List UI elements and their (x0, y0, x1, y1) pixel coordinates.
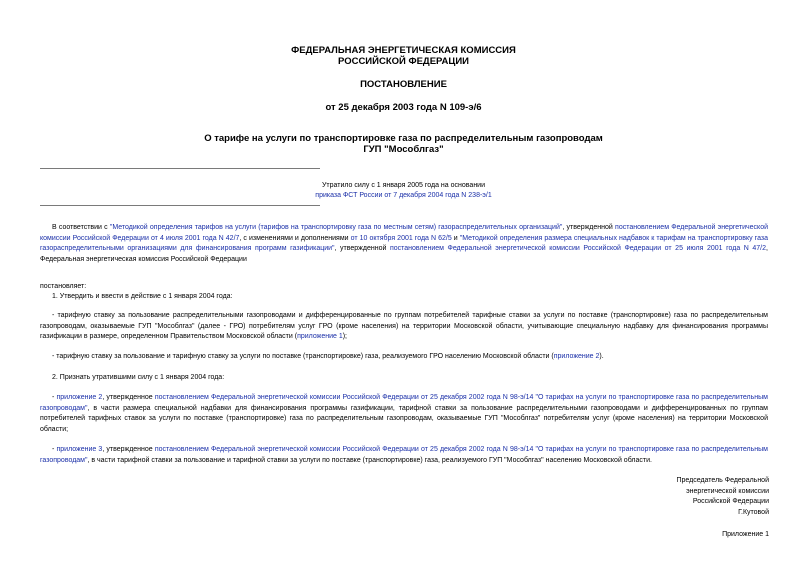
appendix-label: Приложение 1 (722, 531, 769, 538)
status-note-text: Утратило силу с 1 января 2005 года на основании (321, 182, 486, 189)
clause-2b-text-2: , в части тарифной ставки за пользование и тарифной ставки за услуги по поставке (транспортировке) газа, реализуемого ГУП "Мособлгаз" населению Московской области. (87, 456, 652, 464)
org-line-1: ФЕДЕРАЛЬНАЯ ЭНЕРГЕТИЧЕСКАЯ КОМИССИЯ (291, 45, 516, 56)
link-appendix-1[interactable]: приложение 1 (297, 333, 343, 340)
doc-title-line-1: О тарифе на услуги по транспортировке газа по распределительным газопроводам (204, 133, 603, 144)
divider-top (40, 168, 320, 169)
org-line-2: РОССИЙСКОЙ ФЕДЕРАЦИИ (337, 56, 469, 67)
signature-line-2: энергетической комиссии (686, 487, 769, 495)
link-fek-resolution-98-14-b[interactable]: постановлением Федеральной энергетической комиссии Российской Федерации от 25 декабря 2002 года N 98-э/14 "О тарифах на услуги по транспортировке газа по распределительным газопроводам" (40, 446, 768, 464)
link-fek-resolution-98-14-a[interactable]: постановлением Федеральной энергетической комиссии Российской Федерации от 25 декабря 2002 года N 98-э/14 "О тарифах на услуги по транспортировке газа по распределительным газопроводам" (40, 394, 768, 412)
divider-bottom (40, 205, 320, 206)
signature-block (676, 476, 769, 518)
clause-2b-text-1: , утвержденное (102, 446, 155, 453)
clause-1b-text: - тарифную ставку за пользование и тарифную ставку за услуги по поставке (транспортировке) газа, реализуемого ГРО населению Московской области ( (52, 353, 554, 360)
link-methodology-surcharges[interactable]: "Методикой определения размера специальных надбавок к тарифам на транспортировку газа газораспределительными организациями для финансирования программ газификации" (40, 234, 768, 252)
doc-type: ПОСТАНОВЛЕНИЕ (360, 79, 447, 90)
link-resolution-62-5[interactable]: от 10 октября 2001 года N 62/5 (350, 234, 452, 242)
clause-1b-end: ). (599, 353, 604, 360)
clause-2a-text-1: , утвержденное (102, 394, 155, 401)
preamble-text-2: , утвержденной (562, 224, 616, 231)
clause-1b (40, 352, 768, 363)
signature-line-1: Председатель Федеральной (676, 477, 769, 484)
org-name (0, 45, 807, 67)
clause-2b-dash: - (52, 446, 57, 453)
signature-line-3: Российской Федерации (692, 498, 769, 505)
preamble-text-5: , утвержденной (334, 245, 390, 252)
link-old-appendix-2[interactable]: приложение 2 (56, 394, 103, 401)
link-fek-resolution-42-7[interactable]: постановлением Федеральной энергетической комиссии Российской Федерации от 4 июля 2001 года N 42/7 (40, 224, 769, 242)
doc-date-number: от 25 декабря 2003 года N 109-э/6 (325, 102, 482, 113)
preamble-text-3: , с изменениями и дополнениями (239, 234, 351, 242)
preamble-text-1: В соответствии с (52, 224, 110, 231)
clause-2: 2. Признать утратившими силу с 1 января 2004 года: (52, 374, 225, 381)
clause-2a (40, 393, 768, 435)
link-methodology-tariffs[interactable]: "Методикой определения тарифов на услуги (тарифов на транспортировку газа по местным сетям) газораспределительных организаций" (109, 224, 563, 231)
clause-2b (40, 445, 768, 466)
resolves-label: постановляет: (40, 283, 87, 290)
link-fek-resolution-47-2[interactable]: постановлением Федеральной энергетической комиссии Российской Федерации от 25 июля 2001 года N 47/2 (389, 245, 767, 252)
clause-2a-dash: - (52, 394, 57, 401)
clause-1a-end: ); (342, 333, 347, 340)
doc-title (0, 133, 807, 155)
clause-1a (40, 311, 768, 343)
preamble-text-6: , Федеральная энергетическая комиссия Российской Федерации (40, 245, 768, 263)
clause-2a-text-2: , в части размера специальной надбавки для финансирования программы газификации, тарифной ставки за пользование распределительными газопроводами и дифференцированных по группам потребителей тарифных ставок за услуги по поставке (транспортировке) газа по распределительным газопроводам, оказываемые ГУП "Мособлгаз" потребителям услуг (кроме населения) на территории Московской области; (40, 404, 768, 433)
status-note (0, 181, 807, 201)
signature-name: Г.Кутовой (738, 508, 769, 516)
preamble-text-4: и (451, 234, 460, 242)
link-old-appendix-3[interactable]: приложение 3 (56, 446, 103, 453)
status-note-link[interactable]: приказа ФСТ России от 7 декабря 2004 года N 238-э/1 (315, 192, 492, 199)
doc-title-line-2: ГУП "Мособлгаз" (363, 144, 444, 155)
clause-1a-text: - тарифную ставку за пользование распределительными газопроводами и дифференцированные по группам потребителей тарифные ставки за услуги по поставке (транспортировке) газа по распределительным газопроводам, оказываемые ГУП "Мособлгаз" (далее - ГРО) потребителям услуг ГРО (кроме населения) на территории Московской области, учитывающие специальную надбавку для финансирования программы газификации в размере, определенном Правительством Московской области ( (40, 312, 768, 340)
link-appendix-2[interactable]: приложение 2 (553, 353, 600, 360)
preamble (40, 223, 768, 265)
clause-1: 1. Утвердить и ввести в действие с 1 января 2004 года: (52, 293, 233, 300)
